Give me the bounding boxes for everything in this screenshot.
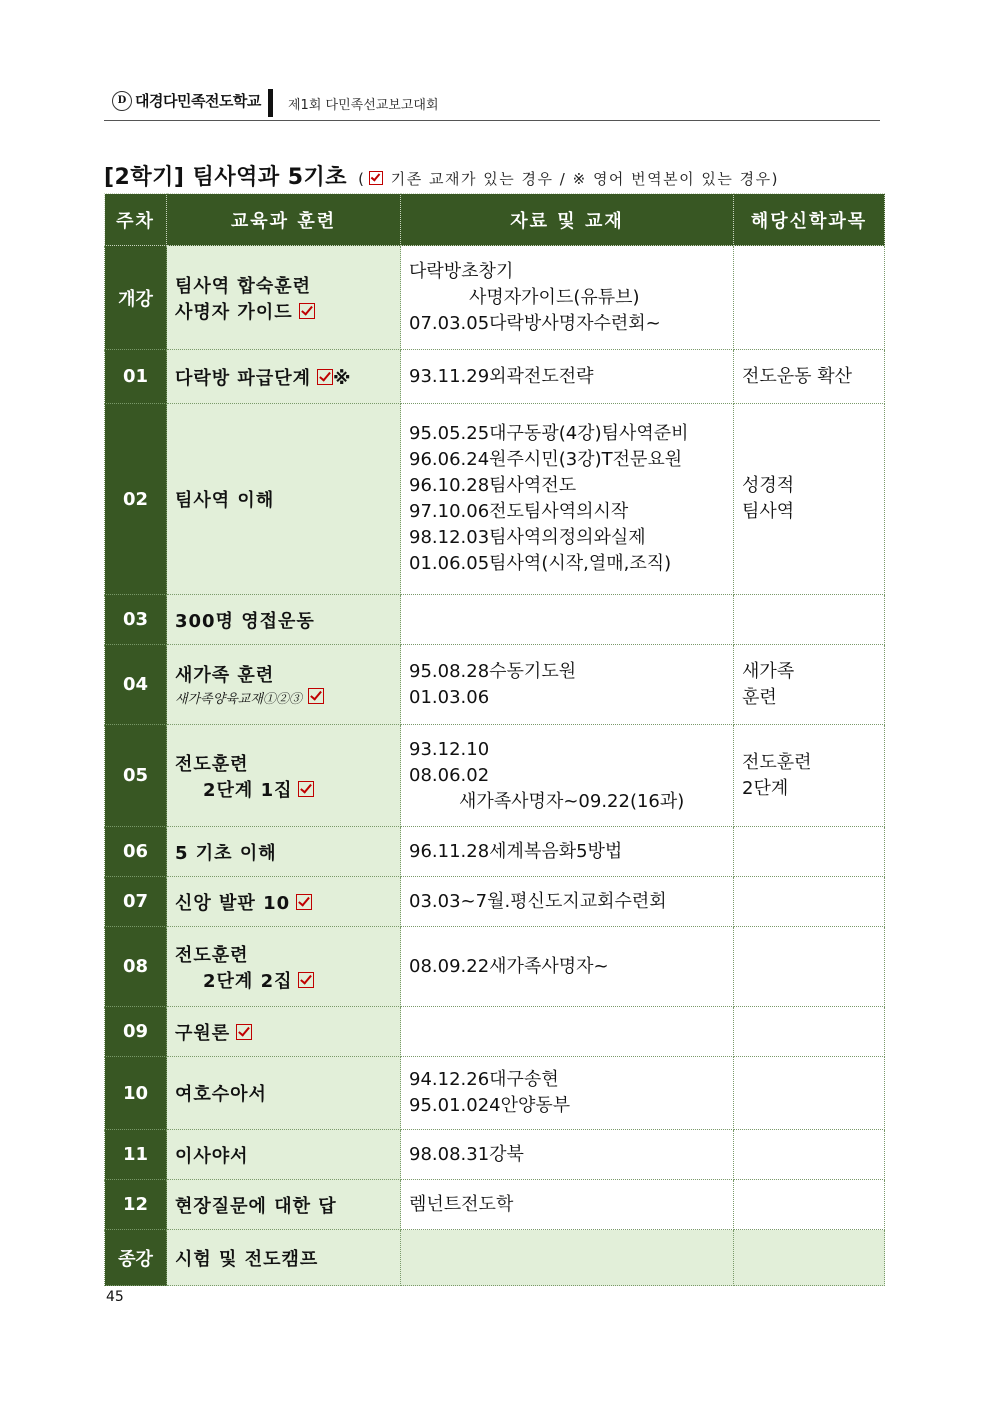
training-cell: 구원론	[167, 1007, 401, 1057]
training-cell: 신앙 발판 10	[167, 877, 401, 927]
materials-cell: 98.08.31강북	[401, 1130, 734, 1180]
subject-cell	[734, 1057, 885, 1130]
subject-cell: 성경적 팀사역	[734, 404, 885, 595]
subject-cell: 전도운동 확산	[734, 350, 885, 404]
week-cell: 개강	[105, 246, 167, 350]
subject-cell	[734, 1230, 885, 1286]
training-cell: 현장질문에 대한 답	[167, 1180, 401, 1230]
table-row	[105, 1057, 885, 1130]
materials-cell: 다락방초창기 사명자가이드(유튜브) 07.03.05다락방사명자수련회~	[401, 246, 734, 350]
week-cell: 06	[105, 827, 167, 877]
header-materials: 자료 및 교재	[401, 194, 734, 246]
checkbox-checked-icon	[308, 688, 324, 704]
checkbox-checked-icon	[317, 369, 333, 385]
materials-cell: 96.11.28세계복음화5방법	[401, 827, 734, 877]
training-cell: 팀사역 합숙훈련 사명자 가이드	[167, 246, 401, 350]
training-cell: 팀사역 이해	[167, 404, 401, 595]
header-divider	[268, 89, 273, 117]
subject-cell	[734, 1007, 885, 1057]
week-cell: 07	[105, 877, 167, 927]
checkbox-checked-icon	[299, 303, 315, 319]
handwritten-label: 새가족양육교재①②③	[175, 692, 302, 707]
table-row	[105, 404, 885, 595]
training-cell: 이사야서	[167, 1130, 401, 1180]
subject-cell	[734, 1130, 885, 1180]
school-logo	[112, 90, 261, 111]
materials-cell: 08.09.22새가족사명자~	[401, 927, 734, 1007]
subject-cell	[734, 1180, 885, 1230]
table-row	[105, 1130, 885, 1180]
checkbox-checked-icon	[236, 1024, 252, 1040]
materials-cell: 93.11.29외곽전도전략	[401, 350, 734, 404]
week-cell: 12	[105, 1180, 167, 1230]
title-legend: ( 기존 교재가 있는 경우 / ※ 영어 번역본이 있는 경우)	[358, 170, 779, 188]
materials-cell	[401, 1007, 734, 1057]
table-row	[105, 877, 885, 927]
training-cell: 전도훈련 2단계 1집	[167, 725, 401, 827]
week-cell: 09	[105, 1007, 167, 1057]
subject-cell	[734, 595, 885, 645]
table-row	[105, 246, 885, 350]
header-subject: 해당신학과목	[734, 194, 885, 246]
table-row	[105, 645, 885, 725]
table-row	[105, 927, 885, 1007]
week-cell: 08	[105, 927, 167, 1007]
table-row	[105, 350, 885, 404]
materials-cell: 94.12.26대구송현 95.01.024안양동부	[401, 1057, 734, 1130]
training-cell: 새가족 훈련 새가족양육교재①②③	[167, 645, 401, 725]
week-cell: 04	[105, 645, 167, 725]
subject-cell: 전도훈련 2단계	[734, 725, 885, 827]
checkbox-checked-icon	[296, 894, 312, 910]
week-cell: 05	[105, 725, 167, 827]
materials-cell	[401, 1230, 734, 1286]
training-cell: 5 기초 이해	[167, 827, 401, 877]
table-row	[105, 1230, 885, 1286]
subject-cell	[734, 927, 885, 1007]
training-cell: 전도훈련 2단계 2집	[167, 927, 401, 1007]
subject-cell	[734, 246, 885, 350]
header-subtitle: 제1회 다민족선교보고대회	[288, 98, 439, 113]
table-row	[105, 725, 885, 827]
subject-cell: 새가족 훈련	[734, 645, 885, 725]
materials-cell: 95.08.28수동기도원 01.03.06	[401, 645, 734, 725]
table-header-row	[105, 194, 885, 246]
checkbox-checked-icon	[298, 972, 314, 988]
materials-cell: 93.12.10 08.06.02 새가족사명자~09.22(16과)	[401, 725, 734, 827]
header-training: 교육과 훈련	[167, 194, 401, 246]
week-cell: 03	[105, 595, 167, 645]
materials-cell: 렘넌트전도학	[401, 1180, 734, 1230]
week-cell: 02	[105, 404, 167, 595]
section-title	[104, 160, 779, 191]
materials-cell: 95.05.25대구동광(4강)팀사역준비 96.06.24원주시민(3강)T전문요원 96.10.28팀사역전도 97.10.06전도팀사역의시작 98.12.03팀사역의정의와실제 01.06.05팀사역(시작,열매,조직)	[401, 404, 734, 595]
checkbox-checked-icon	[369, 171, 383, 185]
curriculum-table	[104, 193, 885, 1286]
table-row	[105, 595, 885, 645]
subject-cell	[734, 827, 885, 877]
training-cell: 다락방 파급단계 ※	[167, 350, 401, 404]
table-row	[105, 1180, 885, 1230]
subject-cell	[734, 877, 885, 927]
training-cell: 300명 영접운동	[167, 595, 401, 645]
page-header	[104, 86, 880, 121]
logo-text: 대경다민족전도학교	[135, 92, 261, 110]
week-cell: 종강	[105, 1230, 167, 1286]
materials-cell: 03.03~7월.평신도지교회수련회	[401, 877, 734, 927]
translation-mark-icon: ※	[332, 367, 352, 389]
page-number: 45	[106, 1289, 124, 1305]
logo-mark-icon: D	[112, 91, 132, 111]
checkbox-checked-icon	[298, 781, 314, 797]
materials-cell	[401, 595, 734, 645]
week-cell: 01	[105, 350, 167, 404]
training-cell: 여호수아서	[167, 1057, 401, 1130]
training-cell: 시험 및 전도캠프	[167, 1230, 401, 1286]
week-cell: 11	[105, 1130, 167, 1180]
table-row	[105, 827, 885, 877]
header-week: 주차	[105, 194, 167, 246]
week-cell: 10	[105, 1057, 167, 1130]
table-row	[105, 1007, 885, 1057]
title-main: [2학기] 팀사역과 5기초	[104, 165, 348, 190]
